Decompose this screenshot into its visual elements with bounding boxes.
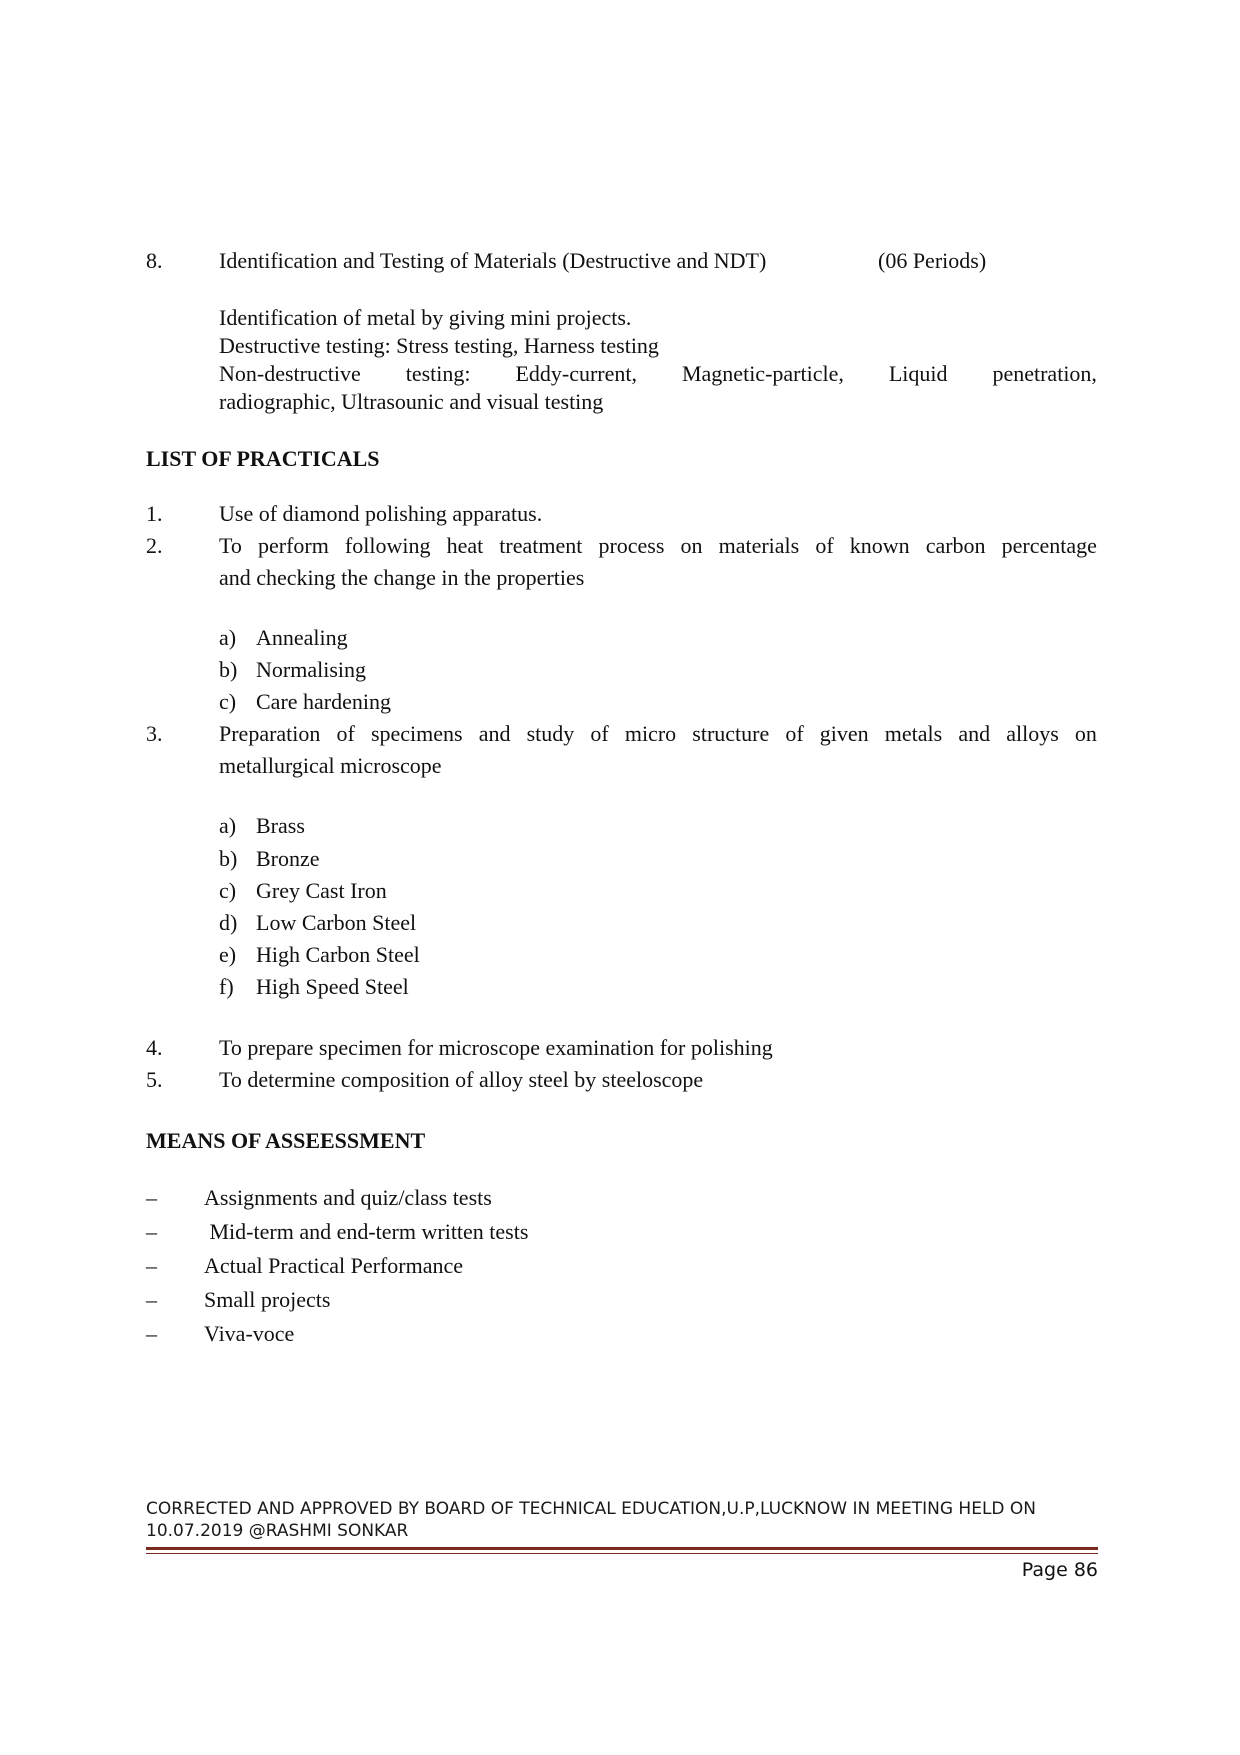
practical-number: 3. [146,721,163,746]
section-periods: (06 Periods) [878,248,987,273]
practical-number: 5. [146,1067,163,1092]
section-body-justified-line [219,360,1097,388]
practical-justified-line [219,720,1097,748]
dash-bullet: – [146,1287,157,1312]
section-number: 8. [146,248,163,273]
sub-item-letter: b) [219,657,238,682]
word: and [478,721,511,746]
practicals-heading: LIST OF PRACTICALS [146,446,380,471]
word: Preparation [219,721,321,746]
word: following [344,533,431,558]
sub-item-letter: e) [219,942,237,967]
footer-approval-line: CORRECTED AND APPROVED BY BOARD OF TECHNICAL EDUCATION,U.P,LUCKNOW IN MEETING HELD ON [146,1499,1037,1519]
section-body-line: Identification of metal by giving mini projects. [219,305,632,330]
practical-text: To determine composition of alloy steel by steeloscope [219,1067,704,1092]
assessment-item: Mid-term and end-term written tests [204,1219,529,1244]
word: of [336,721,355,746]
word: study [526,721,575,746]
dash-bullet: – [146,1321,157,1346]
word: Eddy-current, [515,361,638,386]
word: known [849,533,910,558]
footer-rule [146,1553,1098,1554]
assessment-item: Assignments and quiz/class tests [204,1185,492,1210]
sub-item-text: Annealing [256,625,348,650]
word: process [598,533,665,558]
sub-item-letter: b) [219,846,238,871]
word: materials [718,533,800,558]
practical-number: 1. [146,501,163,526]
practical-text: and checking the change in the properties [219,565,585,590]
sub-item-letter: a) [219,813,237,838]
dash-bullet: – [146,1219,157,1244]
sub-item-text: Care hardening [256,689,391,714]
sub-item-letter: a) [219,625,237,650]
section-body-line: radiographic, Ultrasounic and visual testing [219,389,604,414]
sub-item-letter: c) [219,878,237,903]
word: metals [884,721,943,746]
word: carbon [925,533,986,558]
sub-item-text: Normalising [256,657,366,682]
practical-text: To prepare specimen for microscope examination for polishing [219,1035,773,1060]
sub-item-letter: f) [219,974,234,999]
practical-text: metallurgical microscope [219,753,442,778]
word: Liquid [888,361,948,386]
word: on [680,533,703,558]
footer-approval-line: 10.07.2019 @RASHMI SONKAR [146,1521,409,1541]
sub-item-text: Brass [256,813,305,838]
sub-item-text: High Carbon Steel [256,942,420,967]
practical-number: 2. [146,533,163,558]
assessment-heading: MEANS OF ASSEESSMENT [146,1128,426,1153]
word: specimens [370,721,463,746]
word: given [819,721,869,746]
word: micro [624,721,677,746]
word: of [815,533,834,558]
practical-justified-line [219,532,1097,560]
word: on [1074,721,1097,746]
sub-item-letter: d) [219,910,238,935]
word: testing: [405,361,471,386]
word: To [219,533,242,558]
word: structure [692,721,770,746]
word: and [958,721,991,746]
page-number: Page 86 [1021,1559,1098,1581]
section-body-line: Destructive testing: Stress testing, Harness testing [219,333,659,358]
assessment-item: Small projects [204,1287,331,1312]
sub-item-text: High Speed Steel [256,974,409,999]
dash-bullet: – [146,1185,157,1210]
word: treatment [499,533,583,558]
word: perform [257,533,329,558]
assessment-item: Viva-voce [204,1321,295,1346]
sub-item-text: Grey Cast Iron [256,878,387,903]
assessment-item: Actual Practical Performance [204,1253,463,1278]
word: heat [446,533,484,558]
word: Non-destructive [219,361,361,386]
sub-item-text: Low Carbon Steel [256,910,417,935]
word: Magnetic-particle, [681,361,844,386]
word: penetration, [992,361,1097,386]
sub-item-letter: c) [219,689,237,714]
section-title: Identification and Testing of Materials (Destructive and NDT) [219,248,767,273]
sub-item-text: Bronze [256,846,320,871]
dash-bullet: – [146,1253,157,1278]
footer-rule [146,1547,1098,1550]
word: of [785,721,804,746]
practical-text: Use of diamond polishing apparatus. [219,501,543,526]
word: of [590,721,609,746]
word: alloys [1006,721,1059,746]
practical-number: 4. [146,1035,163,1060]
word: percentage [1001,533,1097,558]
